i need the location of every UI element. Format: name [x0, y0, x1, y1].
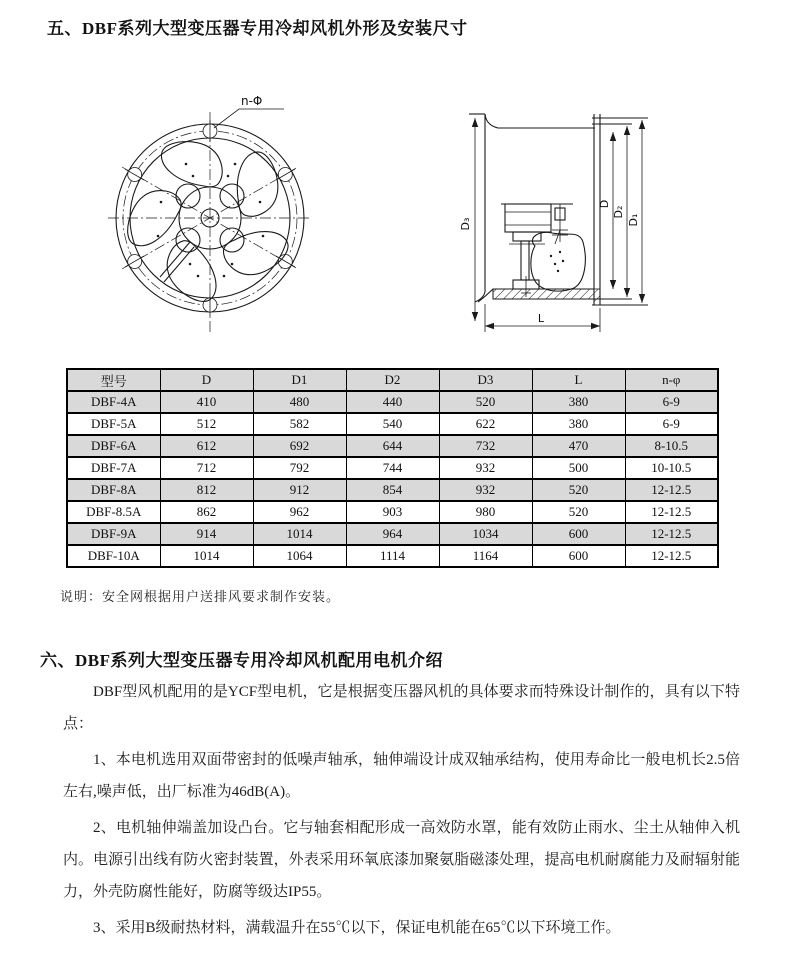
cell-d: 612 [160, 435, 253, 457]
cell-d3: 732 [439, 435, 532, 457]
motor-paragraph: DBF型风机配用的是YCF型电机，它是根据变压器风机的具体要求而特殊设计制作的，具有以下特点： [63, 684, 740, 732]
installation-note: 说明：安全网根据用户送排风要求制作安装。 [60, 589, 341, 604]
table-row [67, 479, 718, 501]
column-header: D3 [439, 369, 532, 391]
cell-d: 914 [160, 523, 253, 545]
cell-d1: 480 [253, 391, 346, 413]
cell-d: 410 [160, 391, 253, 413]
cell-l: 600 [532, 523, 625, 545]
dim-d3 [459, 118, 478, 321]
cell-n-phi: 12-12.5 [625, 479, 718, 501]
column-header: L [532, 369, 625, 391]
table-row [67, 523, 718, 545]
rivet-dots [157, 163, 265, 278]
cell-model: DBF-10A [67, 545, 160, 567]
cell-d1: 912 [253, 479, 346, 501]
bolt-hole-callout [214, 94, 284, 128]
dim-d-label: D [598, 199, 611, 209]
cell-l: 520 [532, 501, 625, 523]
cell-d: 512 [160, 413, 253, 435]
cell-d3: 1164 [439, 545, 532, 567]
cell-n-phi: 10-10.5 [625, 457, 718, 479]
cell-d: 712 [160, 457, 253, 479]
column-header: D [160, 369, 253, 391]
cell-n-phi: 8-10.5 [625, 435, 718, 457]
cell-d3: 932 [439, 479, 532, 501]
cell-d: 1014 [160, 545, 253, 567]
bolt-label: n-Φ [241, 94, 263, 108]
column-header: 型号 [67, 369, 160, 391]
cell-l: 380 [532, 391, 625, 413]
table-row [67, 501, 718, 523]
cell-model: DBF-6A [67, 435, 160, 457]
column-header: D2 [346, 369, 439, 391]
cell-d3: 980 [439, 501, 532, 523]
cell-d: 862 [160, 501, 253, 523]
column-header: D1 [253, 369, 346, 391]
cell-l: 470 [532, 435, 625, 457]
dim-l [485, 304, 600, 332]
cell-d3: 1034 [439, 523, 532, 545]
cell-d2: 440 [346, 391, 439, 413]
motor-paragraph: 2、电机轴伸端盖加设凸台。它与轴套相配形成一高效防水罩，能有效防止雨水、尘土从轴伸入机内。电源引出线有防火密封装置，外表采用环氧底漆加聚氨脂磁漆处理，提高电机耐腐能力及耐辐射能力，外壳防腐性能好，防腐等级达IP55。 [63, 820, 740, 900]
cell-d3: 520 [439, 391, 532, 413]
cell-model: DBF-5A [67, 413, 160, 435]
fan-front-view-drawing [98, 84, 333, 346]
motor-paragraph: 1、本电机选用双面带密封的低噪声轴承，轴伸端设计成双轴承结构，使用寿命比一般电机长2.5倍左右,噪声低，出厂标准为46dB(A)。 [63, 752, 740, 800]
table-row [67, 435, 718, 457]
cell-n-phi: 12-12.5 [625, 501, 718, 523]
cell-d2: 644 [346, 435, 439, 457]
table-header-row [67, 369, 718, 391]
cell-n-phi: 12-12.5 [625, 545, 718, 567]
table-row [67, 391, 718, 413]
motor-description [63, 676, 740, 948]
section6-title: 六、DBF系列大型变压器专用冷却风机配用电机介绍 [40, 651, 443, 670]
cell-d2: 854 [346, 479, 439, 501]
cell-d1: 582 [253, 413, 346, 435]
column-header: n-φ [625, 369, 718, 391]
cell-l: 600 [532, 545, 625, 567]
cell-n-phi: 12-12.5 [625, 523, 718, 545]
cell-d3: 622 [439, 413, 532, 435]
cell-d2: 1114 [346, 545, 439, 567]
table-row [67, 413, 718, 435]
cell-d1: 1064 [253, 545, 346, 567]
table-row [67, 457, 718, 479]
table-header [67, 369, 718, 391]
cell-l: 380 [532, 413, 625, 435]
cell-d2: 744 [346, 457, 439, 479]
table-row [67, 545, 718, 567]
cell-d1: 692 [253, 435, 346, 457]
cell-d1: 1014 [253, 523, 346, 545]
fan-side-view-drawing [455, 84, 665, 349]
cell-d1: 962 [253, 501, 346, 523]
cell-n-phi: 6-9 [625, 413, 718, 435]
dim-l-label: L [537, 312, 545, 325]
cell-d: 812 [160, 479, 253, 501]
cell-model: DBF-8A [67, 479, 160, 501]
table-body [67, 391, 718, 567]
section5-title: 五、DBF系列大型变压器专用冷却风机外形及安装尺寸 [47, 19, 468, 38]
dim-d1-label: D₁ [627, 213, 640, 227]
cell-d1: 792 [253, 457, 346, 479]
cell-d3: 932 [439, 457, 532, 479]
cell-d2: 964 [346, 523, 439, 545]
cell-d2: 903 [346, 501, 439, 523]
motor-paragraph: 3、采用B级耐热材料，满载温升在55℃以下，保证电机能在65℃以下环境工作。 [93, 920, 621, 936]
cell-d2: 540 [346, 413, 439, 435]
cell-model: DBF-9A [67, 523, 160, 545]
dim-d3-label: D₃ [459, 217, 472, 231]
dim-d2-label: D₂ [612, 205, 625, 219]
cell-model: DBF-7A [67, 457, 160, 479]
cell-l: 520 [532, 479, 625, 501]
dim-d1 [627, 120, 645, 303]
cell-n-phi: 6-9 [625, 391, 718, 413]
dimensions-table [66, 368, 719, 568]
dim-d2 [612, 126, 630, 297]
cell-model: DBF-8.5A [67, 501, 160, 523]
cell-model: DBF-4A [67, 391, 160, 413]
cell-l: 500 [532, 457, 625, 479]
